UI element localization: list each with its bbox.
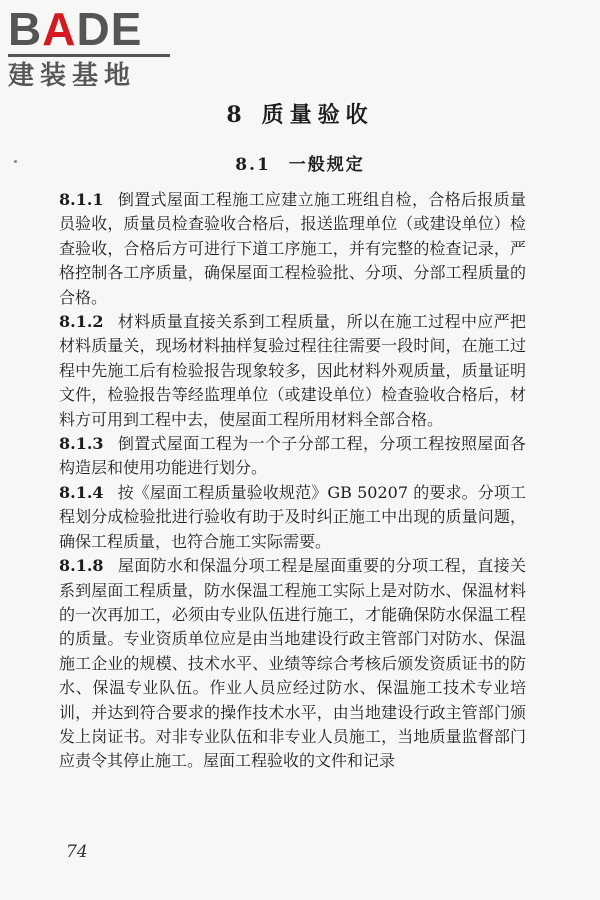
clause-number: 8.1.1 [59,190,104,209]
clause-number: 8.1.3 [59,434,104,454]
clause-paragraph [59,432,526,481]
clause-number: 8.1.4 [59,482,104,502]
logo-wordmark [8,3,178,55]
clause-paragraph [59,188,526,310]
section-heading [0,150,600,175]
logo-letter-b: B [8,3,43,55]
clause-text: 按《屋面工程质量验收规范》GB 50207 的要求。分项工程划分成检验批进行验收有助于及时纠正施工中出现的质量问题，确保工程质量，也符合施工实际需要。 [59,482,526,551]
clause-paragraph [59,554,526,774]
clause-paragraph [59,481,526,554]
logo-letter-a: A [42,3,77,55]
clause-text: 倒置式屋面工程施工应建立施工班组自检，合格后报质量员验收，质量员检查验收合格后，报送监理单位（或建设单位）检查验收，合格后方可进行下道工序施工，并有完整的检查记录，严格控制各工序质量，确保屋面工程检验批、分项、分部工程质量的合格。 [59,190,526,307]
bade-logo [8,3,178,91]
section-number: 8.1 [235,155,271,175]
clause-text: 材料质量直接关系到工程质量，所以在施工过程中应严把材料质量关，现场材料抽样复验过程往往需要一段时间，在施工过程中先施工后有检验报告现象较多，因此材料外观质量，质量证明文件，检验报告等经监理单位（或建设单位）检查验收合格后，材料方可用到工程中去，使屋面工程所用材料全部合格。 [59,312,526,429]
clause-text: 屋面防水和保温分项工程是屋面重要的分项工程，直接关系到屋面工程质量，防水保温工程施工实际上是对防水、保温材料的一次再加工，必须由专业队伍进行施工，才能确保防水保温工程的质量。专业资质单位应是由当地建设行政主管部门对防水、保温施工企业的规模、技术水平、业绩等综合考核后颁发资质证书的防水、保温专业队伍。作业人员应经过防水、保温施工技术专业培训，并达到符合要求的操作技术水平，由当地建设行政主管部门颁发上岗证书。对非专业队伍和非专业人员施工，当地质量监督部门应责令其停止施工。屋面工程验收的文件和记录 [59,556,526,771]
clause-number: 8.1.2 [59,312,104,332]
chapter-title: 质量验收 [261,102,374,128]
clause-text: 倒置式屋面工程为一个子分部工程，分项工程按照屋面各构造层和使用功能进行划分。 [59,434,526,478]
body-text [59,188,526,774]
clause-paragraph [59,310,526,432]
section-title: 一般规定 [288,155,365,175]
clause-number: 8.1.8 [59,556,104,576]
page-number: 74 [66,842,88,862]
chapter-number: 8 [226,102,248,128]
chapter-heading [0,98,600,129]
logo-letters-de: DE [76,3,143,55]
logo-subtitle: 建装基地 [8,61,137,91]
